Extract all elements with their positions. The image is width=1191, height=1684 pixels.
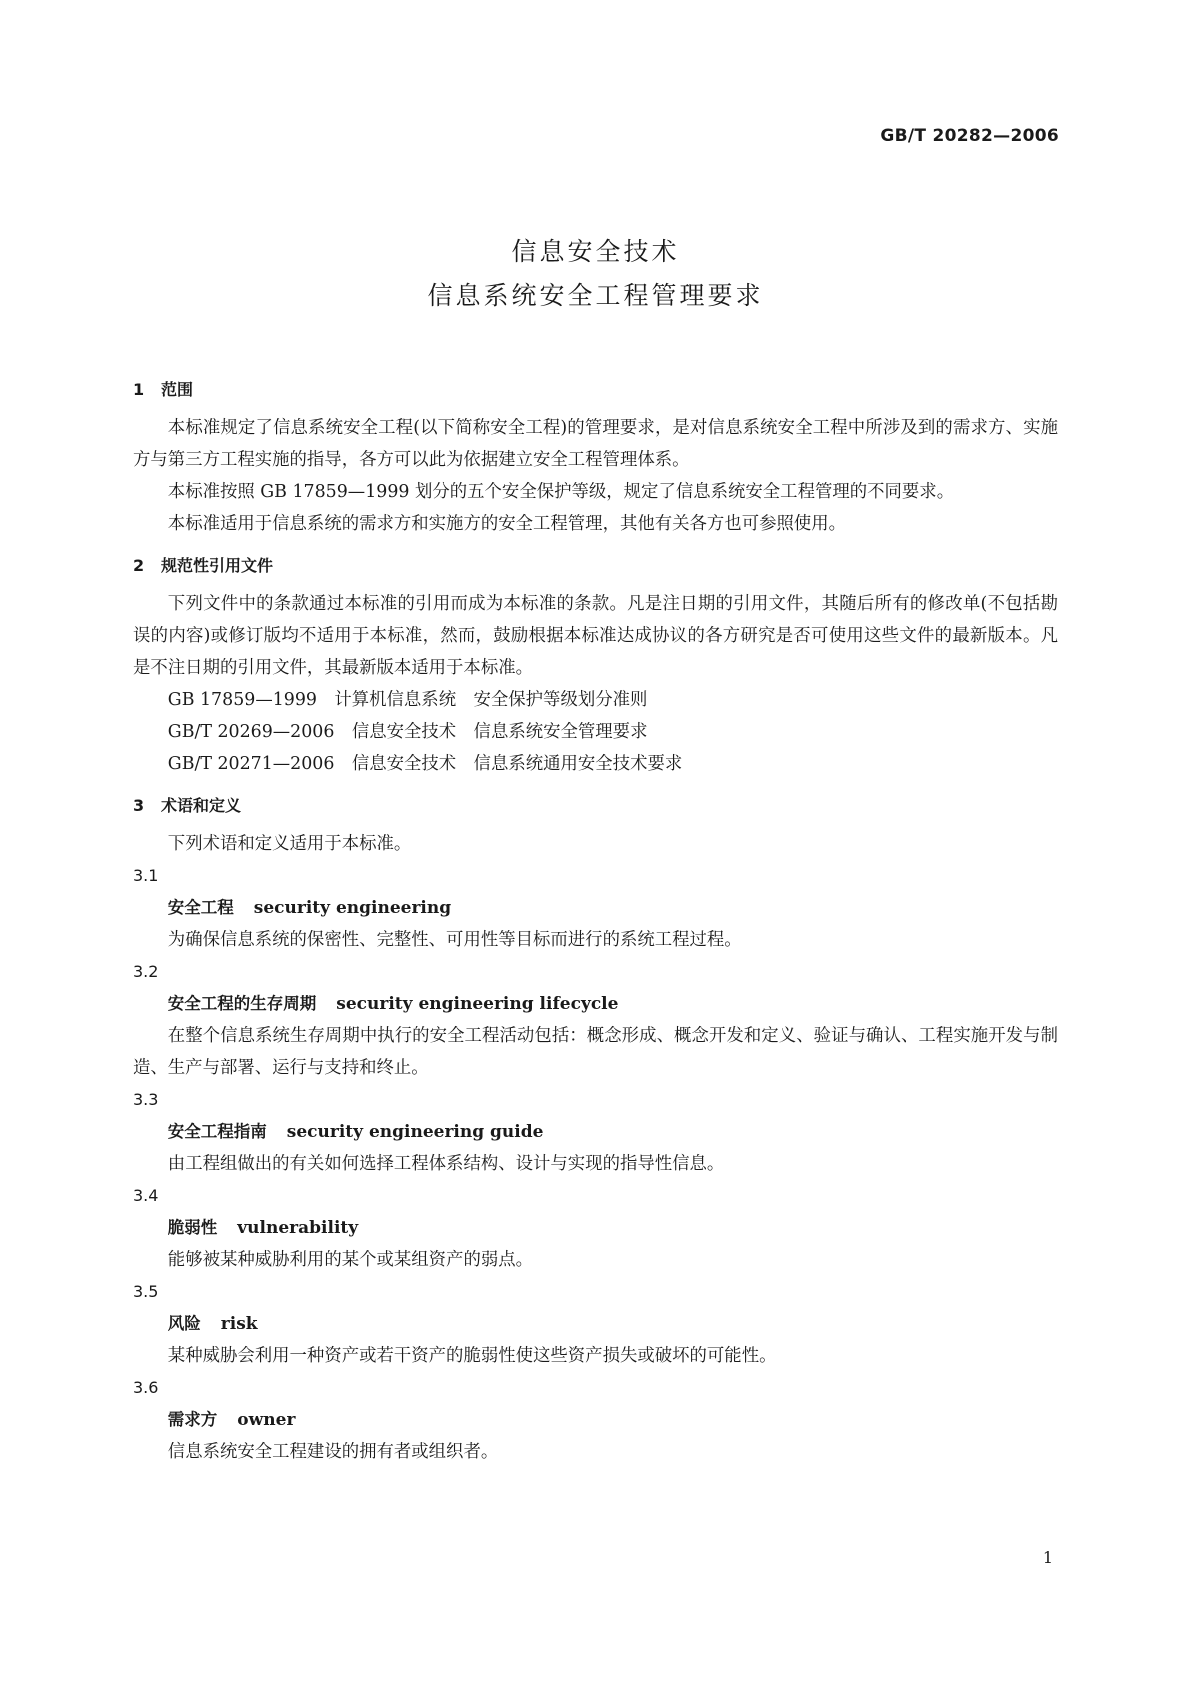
- term-definition: 信息系统安全工程建设的拥有者或组织者。: [167, 1442, 499, 1462]
- term-title: [133, 1212, 1058, 1244]
- paragraph: 本标准规定了信息系统安全工程(以下简称安全工程)的管理要求，是对信息系统安全工程中所涉及到的需求方、实施方与第三方工程实施的指导，各方可以此为依据建立安全工程管理体系。: [133, 418, 1058, 470]
- reference-item: GB/T 20271—2006 信息安全技术 信息系统通用安全技术要求: [167, 754, 683, 774]
- paragraph: 下列术语和定义适用于本标准。: [167, 834, 412, 854]
- section-heading-terms-definitions: [133, 788, 1058, 824]
- term-title: [133, 892, 1058, 924]
- document-title-line1: 信息安全技术: [511, 237, 680, 266]
- term-number: 3.5: [133, 1282, 159, 1301]
- section-title: 术语和定义: [161, 796, 242, 815]
- section-number: 2: [133, 556, 145, 575]
- section-number: 1: [133, 380, 145, 399]
- term-number: 3.6: [133, 1378, 159, 1397]
- term-definition: 在整个信息系统生存周期中执行的安全工程活动包括：概念形成、概念开发和定义、验证与确认、工程实施开发与制造、生产与部署、运行与支持和终止。: [133, 1026, 1058, 1078]
- term-definition: 某种威胁会利用一种资产或若干资产的脆弱性使这些资产损失或破坏的可能性。: [167, 1346, 777, 1366]
- section-title: 规范性引用文件: [161, 556, 274, 575]
- term-zh: 安全工程指南: [167, 1122, 267, 1141]
- term-en: owner: [237, 1410, 296, 1430]
- term-en: risk: [220, 1314, 258, 1334]
- term-en: security engineering lifecycle: [336, 994, 619, 1014]
- term-zh: 需求方: [167, 1410, 218, 1429]
- term-number: 3.4: [133, 1186, 159, 1205]
- reference-item: GB 17859—1999 计算机信息系统 安全保护等级划分准则: [167, 690, 648, 710]
- section-heading-scope: [133, 372, 1058, 408]
- term-zh: 安全工程: [167, 898, 234, 917]
- section-title: 范围: [161, 380, 194, 399]
- term-zh: 风险: [167, 1314, 201, 1333]
- term-zh: 脆弱性: [167, 1218, 218, 1237]
- term-title: [133, 1404, 1058, 1436]
- section-number: 3: [133, 796, 145, 815]
- term-zh: 安全工程的生存周期: [167, 994, 317, 1013]
- paragraph: 本标准按照 GB 17859—1999 划分的五个安全保护等级，规定了信息系统安全工程管理的不同要求。: [167, 482, 955, 502]
- paragraph: 下列文件中的条款通过本标准的引用而成为本标准的条款。凡是注日期的引用文件，其随后所有的修改单(不包括勘误的内容)或修订版均不适用于本标准，然而，鼓励根据本标准达成协议的各方研究是否可使用这些文件的最新版本。凡是不注日期的引用文件，其最新版本适用于本标准。: [133, 594, 1058, 678]
- term-definition: 由工程组做出的有关如何选择工程体系结构、设计与实现的指导性信息。: [167, 1154, 725, 1174]
- document-title-line2: 信息系统安全工程管理要求: [427, 281, 764, 310]
- term-en: security engineering: [253, 898, 452, 918]
- term-en: vulnerability: [237, 1218, 359, 1238]
- term-title: [133, 1308, 1058, 1340]
- paragraph: 本标准适用于信息系统的需求方和实施方的安全工程管理，其他有关各方也可参照使用。: [167, 514, 847, 534]
- term-en: security engineering guide: [286, 1122, 544, 1142]
- term-definition: 能够被某种威胁利用的某个或某组资产的弱点。: [167, 1250, 534, 1270]
- term-number: 3.2: [133, 962, 159, 981]
- term-title: [133, 988, 1058, 1020]
- document-body: [133, 372, 1058, 1468]
- page-number: 1: [1042, 1548, 1053, 1567]
- term-number: 3.1: [133, 866, 159, 885]
- section-heading-normative-references: [133, 548, 1058, 584]
- standard-number: GB/T 20282—2006: [880, 126, 1059, 146]
- term-number: 3.3: [133, 1090, 159, 1109]
- term-title: [133, 1116, 1058, 1148]
- reference-item: GB/T 20269—2006 信息安全技术 信息系统安全管理要求: [167, 722, 648, 742]
- term-definition: 为确保信息系统的保密性、完整性、可用性等目标而进行的系统工程过程。: [167, 930, 742, 950]
